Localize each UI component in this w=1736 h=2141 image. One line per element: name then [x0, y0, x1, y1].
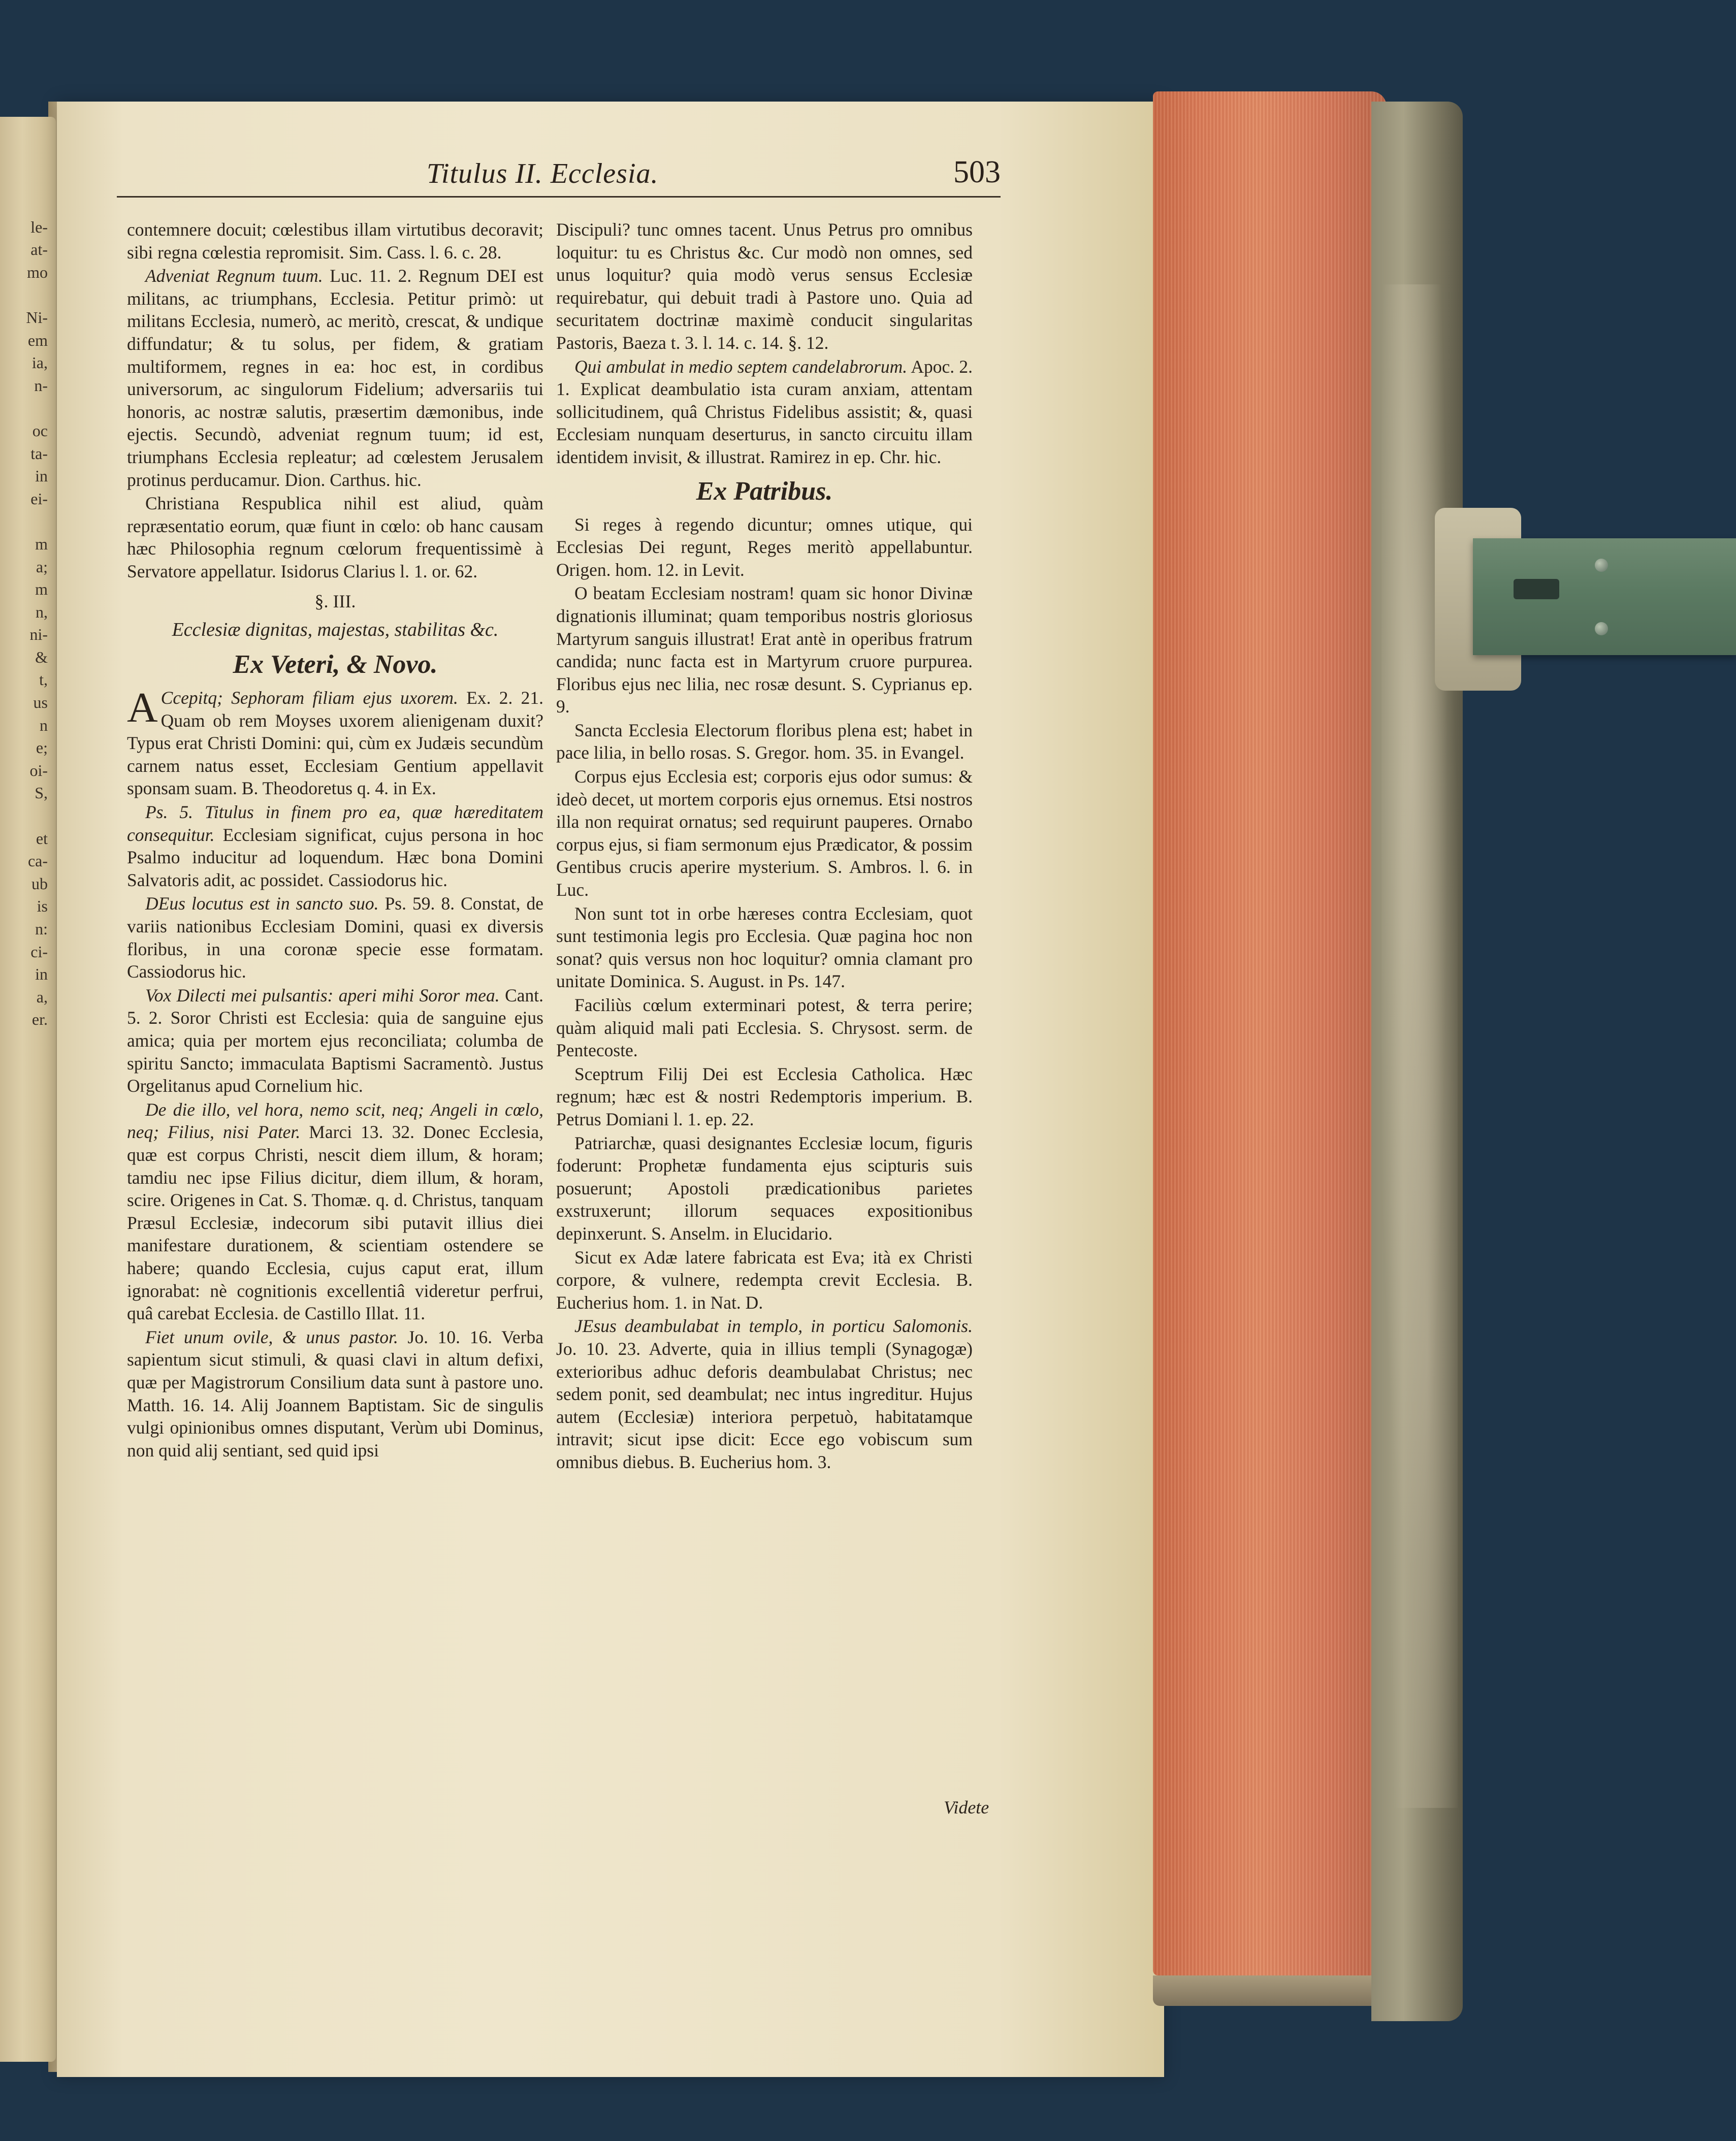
paragraph-text: Marci 13. 32. Donec Ecclesia, quæ est corpus Christi, nescit diem illum, & horam; tamdiu nec ipse Filius dicitur, diem illum, & horam, scire. Origenes in Cat. S. Thomæ. q. d. Christus, tanquam Præsul Ecclesiæ, indecorum sibi putavit illius diei manifestare durationem, & scientiam ostendere se habere; quando Ecclesia, cujus caput erat, illum ignorabat: nè cognitionis excellentiâ videretur perfrui, quâ carebat Ecclesia. de Castillo Illat. 11.	[127, 1122, 543, 1324]
margin-fragment: em	[27, 331, 48, 349]
clasp-rivet-icon	[1595, 559, 1608, 572]
margin-fragment: ia,	[31, 353, 48, 372]
paragraph	[556, 994, 973, 1062]
paragraph-text: Ps. 59. 8. Constat, de variis nationibus Ecclesiam Domini, quasi ex diversis floribus, in una coronæ specie esse formatam. Cassiodorus hic.	[127, 893, 543, 982]
margin-fragment: ci-	[30, 942, 48, 961]
paragraph	[127, 218, 543, 264]
quotation-lead: Vox Dilecti mei pulsantis: aperi mihi Soror mea.	[145, 985, 500, 1005]
left-page-margin-text	[0, 193, 55, 1889]
margin-fragment: e;	[36, 738, 48, 757]
paragraph-text: Si reges à regendo dicuntur; omnes utique, qui Ecclesias Dei regunt, Reges meritò appellabuntur. Origen. hom. 12. in Levit.	[556, 514, 973, 580]
fore-edge-bottom	[1153, 1975, 1392, 2006]
margin-fragment: a;	[36, 557, 48, 576]
paragraph	[127, 801, 543, 891]
margin-fragment: Ni-	[26, 308, 48, 327]
margin-fragment: er.	[31, 1010, 48, 1029]
quotation-lead: Qui ambulat in medio septem candelabrorum.	[574, 356, 908, 377]
paragraph-text: Corpus ejus Ecclesia est; corporis ejus odor sumus: & ideò decet, ut mortem corporis ejus ornemus. Etsi nostros illa non requirat ornatus; sed requirunt pauperes. Ornabo corpus ejus, si fiam sermonum ejus Prædicator, & possim Gentibus crucis aperire mysterium. S. Ambros. l. 6. in Luc.	[556, 766, 973, 900]
right-text-column	[556, 218, 973, 1474]
margin-fragment	[0, 193, 55, 216]
paragraph-text: Patriarchæ, quasi designantes Ecclesiæ locum, figuris foderunt: Prophetæ fundamenta ejus scipturis suis posuerunt; Apostoli prædicationibus parietes exstruxerunt; illorum sequaces expositionibus depinxerunt. S. Anselm. in Elucidario.	[556, 1132, 973, 1244]
paragraph	[127, 492, 543, 582]
red-fore-edge	[1153, 91, 1387, 1975]
paragraph	[127, 892, 543, 983]
paragraph	[127, 1326, 543, 1462]
paragraph-text: Non sunt tot in orbe hæreses contra Ecclesiam, quot sunt testimonia legis pro Ecclesia. Quæ pagina hoc non sonat? quis versus non hoc loquitur? omnia clamant pro unitate Dominica. S. August. in Ps. 147.	[556, 903, 973, 992]
running-title: Titulus II. Ecclesia.	[427, 158, 659, 189]
margin-fragment: le-	[30, 217, 48, 236]
margin-fragment: n-	[34, 376, 48, 395]
margin-fragment	[0, 510, 55, 533]
paragraph	[127, 265, 543, 491]
clasp-rivet-icon	[1595, 622, 1608, 635]
paragraph	[556, 1132, 973, 1245]
margin-fragment: n	[40, 716, 48, 734]
quotation-lead: Fiet unum ovile, & unus pastor.	[145, 1326, 398, 1347]
paragraph-text: Faciliùs cœlum exterminari potest, & terra perire; quàm aliquid mali pati Ecclesia. S. Chrysost. serm. de Pentecoste.	[556, 995, 973, 1061]
left-text-column	[127, 218, 543, 1463]
paragraph	[127, 984, 543, 1097]
section-heading: Ex Patribus.	[696, 476, 833, 506]
margin-fragment: ub	[31, 874, 48, 893]
margin-fragment: S,	[35, 784, 48, 802]
margin-fragment: n,	[36, 602, 48, 621]
drop-cap: A	[127, 684, 158, 732]
section-number: §. III.	[314, 591, 356, 611]
page-header	[117, 152, 1001, 198]
paragraph	[127, 684, 544, 800]
margin-fragment: ni-	[29, 625, 48, 644]
paragraph-text: O beatam Ecclesiam nostram! quam sic honor Divinæ dignationis illuminat; quam temporibus nostris gloriosus Martyrum sanguis illustrat! Erat antè in operibus fratrum candida; nunc facta est in Martyrum cruore purpurea. Floribus ejus nec lilia, nec rosæ desunt. S. Cyprianus ep. 9.	[556, 583, 973, 717]
margin-fragment: in	[35, 467, 48, 485]
paragraph-text: Ecclesiam significat, cujus persona in hoc Psalmo inducitur ad loquendum. Hæc bona Domini Salvatoris adit, ac possidet. Cassiodorus hic.	[127, 824, 543, 890]
paragraph-text: Sancta Ecclesia Electorum floribus plena est; habet in pace lilia, in bello rosas. S. Gregor. hom. 35. in Evangel.	[556, 720, 973, 763]
margin-fragment: et	[36, 829, 48, 848]
quotation-lead: DEus locutus est in sancto suo.	[145, 893, 379, 914]
paragraph	[556, 765, 973, 901]
paragraph	[556, 1063, 973, 1131]
paragraph-text: Sceptrum Filij Dei est Ecclesia Catholica. Hæc regnum; hæc est & nostri Redemptoris imperium. B. Petrus Domiani l. 1. ep. 22.	[556, 1063, 973, 1129]
margin-fragment: ta-	[30, 444, 48, 463]
paragraph	[556, 582, 973, 718]
catchword: Videte	[944, 1797, 989, 1818]
margin-fragment	[0, 283, 55, 306]
margin-fragment: us	[33, 693, 48, 712]
paragraph-text: Discipuli? tunc omnes tacent. Unus Petrus pro omnibus loquitur: tu es Christus &c. Cur modò non omnes, sed unus loquitur? quia modò verus sensus Ecclesiæ requirebatur, qui debuit tradi à Pastore uno. Quia ad securitatem doctrinæ maximè conducit singularitas Pastoris, Baeza t. 3. l. 14. c. 14. §. 12.	[556, 219, 973, 353]
margin-fragment: mo	[27, 263, 48, 281]
paragraph	[556, 513, 973, 581]
margin-fragment	[0, 397, 55, 419]
margin-fragment: m	[35, 580, 48, 599]
margin-fragment: at-	[30, 240, 48, 259]
paragraph-text: Jo. 10. 16. Verba sapientum sicut stimuli, & quasi clavi in altum defixi, quæ per Magistrorum Consilium data sunt à pastore uno. Matth. 16. 14. Alij Joannem Baptistam. Sic de singulis vulgi opinionibus omnes disputant, Verùm ubi Dominus, non quid alij sentiant, sed quid ipsi	[127, 1326, 543, 1461]
section-heading: Ex Veteri, & Novo.	[233, 650, 438, 679]
paragraph	[556, 902, 973, 993]
margin-fragment: t,	[39, 670, 48, 689]
margin-fragment: &	[35, 647, 48, 666]
margin-fragment: oi-	[29, 761, 48, 780]
page-number: 503	[953, 155, 1001, 189]
clasp-slot	[1514, 579, 1559, 599]
paragraph-text: Jo. 10. 23. Adverte, quia in illius templi (Synagogæ) exterioribus adhuc deforis deambulabat Christus; nec sedem ponit, sed deambulat; nec intus ingreditur. Hujus autem (Ecclesiæ) interiora perpetuò, habitatamque intravit; sicut ipse dicit: Ecce ego vobiscum sum omnibus diebus. B. Eucherius hom. 3.	[556, 1338, 973, 1472]
paragraph	[127, 1098, 543, 1325]
quotation-lead: JEsus deambulabat in templo, in porticu Salomonis.	[574, 1316, 973, 1337]
quotation-lead: Ps. 5. Titulus in finem pro ea, quæ hæreditatem consequitur.	[127, 802, 543, 845]
quotation-lead: Ccepitq; Sephoram filiam ejus uxorem.	[160, 688, 458, 708]
margin-fragment: a,	[36, 987, 48, 1006]
paragraph-text: Christiana Respublica nihil est aliud, quàm repræsentatio eorum, quæ fiunt in cœlo: ob hanc causam hæc Philosophia regnum cœlorum frequentissimè à Servatore appellatur. Isidorus Clarius l. 1. or. 62.	[127, 493, 543, 581]
margin-fragment: ca-	[27, 852, 48, 870]
margin-fragment: m	[35, 534, 48, 553]
metal-clasp	[1473, 538, 1736, 655]
paragraph-text: Cant. 5. 2. Soror Christi est Ecclesia: quia de sanguine ejus amica; quia per mortem ejus reconciliata; columba de spiritu Sancto; immaculata Baptismi Sacramentò. Justus Orgelitanus apud Cornelium hic.	[127, 985, 543, 1096]
paragraph-text: Ex. 2. 21. Quam ob rem Moyses uxorem alienigenam duxit? Typus erat Christi Domini: qui, cùm ex Judæis secundùm carnem natus esset, Ecclesiam Gentium appellavit sponsam suam. B. Theodoretus q. 4. in Ex.	[127, 688, 544, 799]
margin-fragment: is	[37, 897, 48, 916]
paragraph	[556, 1315, 973, 1473]
section-subtitle: Ecclesiæ dignitas, majestas, stabilitas &c.	[172, 619, 499, 641]
margin-fragment: oc	[32, 421, 48, 440]
header-rule	[117, 196, 1001, 198]
paragraph-text: contemnere docuit; cœlestibus illam virtutibus decoravit; sibi regna cœlestia repromisit. Sim. Cass. l. 6. c. 28.	[127, 219, 543, 263]
quotation-lead: Adveniat Regnum tuum.	[145, 266, 323, 286]
margin-fragment	[0, 804, 55, 827]
paragraph-text: Apoc. 2. 1. Explicat deambulatio ista curam anxiam, attentam sollicitudinem, quâ Christus Fidelibus assistit; &, quasi Ecclesiam nunquam deserturus, in sancto circuitu illam identidem invisit, & illustrat. Ramirez in ep. Chr. hic.	[556, 356, 973, 467]
paragraph	[556, 719, 973, 764]
paragraph	[556, 218, 973, 354]
paragraph-text: Sicut ex Adæ latere fabricata est Eva; ità ex Christi corpore, & vulnere, redempta crevit Ecclesia. B. Eucherius hom. 1. in Nat. D.	[556, 1247, 973, 1313]
paragraph	[556, 355, 973, 469]
paragraph-text: Luc. 11. 2. Regnum DEI est militans, ac triumphans, Ecclesia. Petitur primò: ut militans Ecclesia, numerò, ac meritò, crescat, & undique diffundatur; & tu solus, per fidem, & gratiam multiformem, regnes in ea: hoc est, in cordibus universorum, ac singulorum Fidelium; adversariis tui honoris, ac nostræ salutis, præsertim dæmonibus, inde ejectis. Secundò, adveniat regnum tuum; id est, triumphans Ecclesia repleatur; ad cœlestem Jerusalem protinus perducamur. Dion. Carthus. hic.	[127, 266, 543, 490]
paragraph	[556, 1246, 973, 1314]
quotation-lead: De die illo, vel hora, nemo scit, neq; Angeli in cœlo, neq; Filius, nisi Pater.	[127, 1099, 543, 1143]
margin-fragment: in	[35, 965, 48, 984]
margin-fragment: ei-	[30, 489, 48, 508]
margin-fragment: n:	[35, 920, 48, 938]
